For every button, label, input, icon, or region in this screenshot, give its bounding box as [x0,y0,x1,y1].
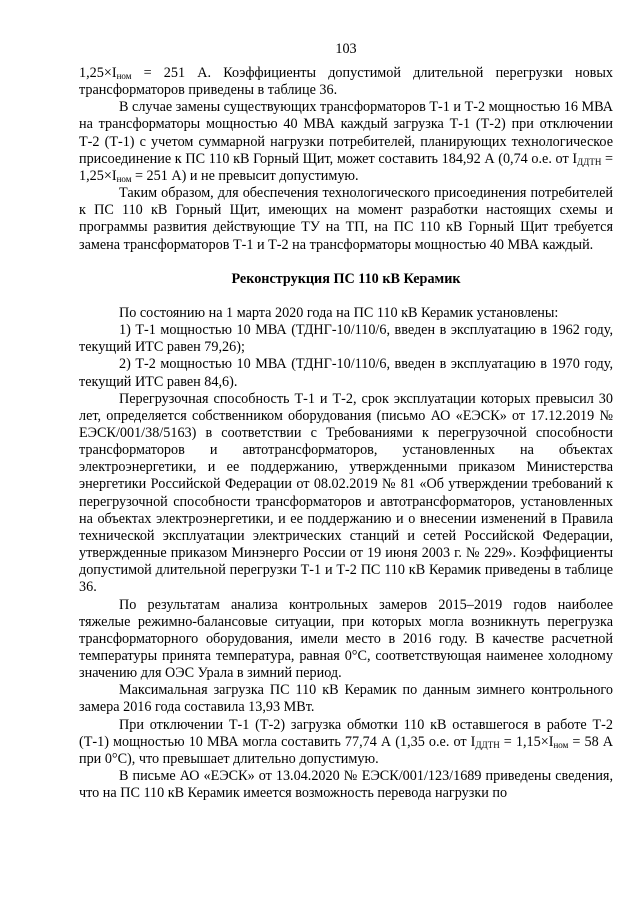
subscript: ном [116,173,132,184]
paragraph-max-load: Максимальная загрузка ПС 110 кВ Керамик по данным зимнего контрольного замера 2016 года составила 13,93 МВт. [79,682,613,716]
subscript: ДДТН [475,739,500,750]
paragraph-overload-capacity: Перегрузочная способность Т-1 и Т-2, срок эксплуатации которых превысил 30 лет, определяется собственником оборудования (письмо АО «ЕЭСК» от 17.12.2019 № ЕЭСК/001/38/5163) в соответствии с Требованиями к перегрузочной способности трансформаторов и автотрансформаторов, установленных на объектах электроэнергетики, и ее поддержанию, утвержденными приказом Министерства энергетики Российской Федерации от 08.02.2019 № 81 «Об утверждении требований к перегрузочной способности трансформаторов и автотрансформаторов, установленных на объектах электроэнергетики, и ее поддержанию и о внесении изменений в Правила технической эксплуатации электрических станций и сетей Российской Федерации, утвержденные приказом Минэнерго России от 19 июня 2003 г. № 229». Коэффициенты допустимой длительной перегрузки Т-1 и Т-2 ПС 110 кВ Керамик приведены в таблице 36. [79,390,613,596]
document-body [79,65,613,802]
text-run: = 58 А при 0°С), что превышает длительно допустимую. [79,733,614,767]
subscript: ном [553,739,569,750]
paragraph-conclusion: Таким образом, для обеспечения технологического присоединения потребителей к ПС 110 кВ Горный Щит, имеющих на момент разработки настоящих схемы и программы развития действующие ТУ на ТП, на ПС 110 кВ Горный Щит требуется замена трансформаторов Т-1 и Т-2 на трансформаторы мощностью 40 МВА каждый. [79,185,613,253]
text-run: В случае замены существующих трансформаторов Т-1 и Т-2 мощностью 16 МВА на трансформаторы мощностью 40 МВА каждый загрузка Т-1 (Т-2) при отключении Т-2 (Т-1) с учетом суммарной нагрузки потребителей, планирующих технологическое присоединение к ПС 110 кВ Горный Щит, может составить 184,92 А (0,74 о.е. от I [79,99,613,167]
subscript: ном [116,71,132,81]
paragraph-outage [79,717,613,768]
list-item-t1: 1) Т-1 мощностью 10 МВА (ТДНГ-10/110/6, введен в эксплуатацию в 1962 году, текущий ИТС равен 79,26); [79,322,613,356]
section-heading: Реконструкция ПС 110 кВ Керамик [231,270,461,287]
text-run: 1,25×I [79,65,117,81]
page-number: 103 [335,41,357,57]
text-run: = 251 А. Коэффициенты допустимой длительной перегрузки новых трансформаторов приведены в таблице 36. [79,65,613,99]
list-item-t2: 2) Т-2 мощностью 10 МВА (ТДНГ-10/110/6, введен в эксплуатацию в 1970 году, текущий ИТС равен 84,6). [79,356,613,390]
paragraph-analysis: По результатам анализа контрольных замеров 2015–2019 годов наиболее тяжелые режимно-балансовые ситуации, при которых могла возникнуть перегрузка трансформаторного оборудования, имели место в 2016 году. В качестве расчетной температуры принята температура, равная 0°С, соответствующая наименее холодному значению для ОЭС Урала в зимний период. [79,596,613,682]
text-run: = 1,25×I [79,150,613,184]
paragraph-status: По состоянию на 1 марта 2020 года на ПС 110 кВ Керамик установлены: [119,304,559,321]
text-run: При отключении Т-1 (Т-2) загрузка обмотки 110 кВ оставшегося в работе Т-2 (Т-1) мощностью 10 МВА могла составить 77,74 А (1,35 о.е. от I [79,716,613,750]
subscript: ДДТН [577,156,602,167]
paragraph-continuation [79,65,613,99]
text-run: = 1,15×I [499,733,554,750]
paragraph-letter: В письме АО «ЕЭСК» от 13.04.2020 № ЕЭСК/001/123/1689 приведены сведения, что на ПС 110 кВ Керамик имеется возможность перевода нагрузки по [79,768,613,802]
text-run: = 251 А) и не превысит допустимую. [131,167,359,184]
spacer [79,288,613,305]
paragraph-replacement [79,99,613,185]
spacer [79,254,613,271]
